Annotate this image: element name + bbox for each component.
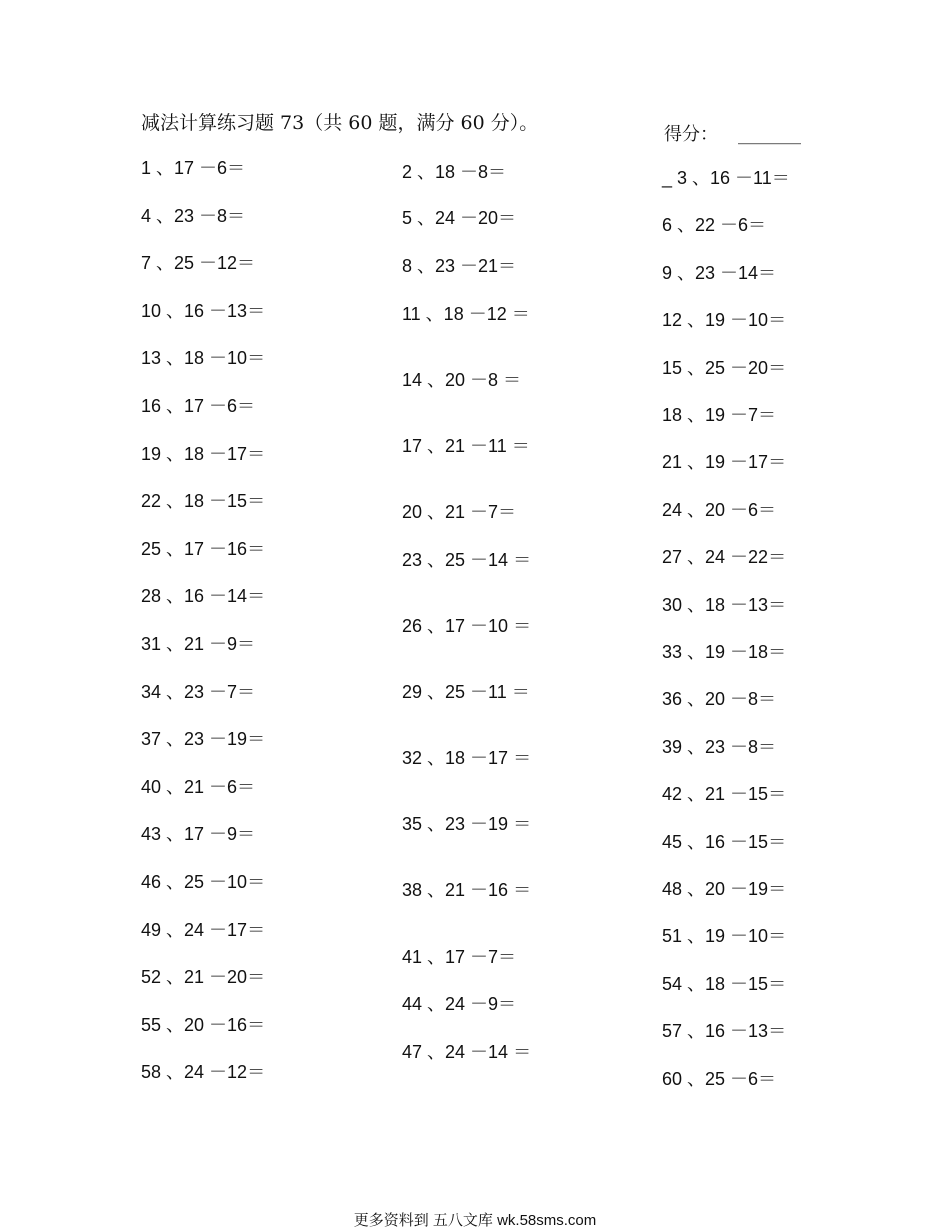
problem-item: 49 、24 －17＝	[141, 920, 266, 940]
score-label: 得分：	[664, 124, 718, 145]
problem-item: 55 、20 －16＝	[141, 1015, 266, 1035]
problem-item: 39 、23 －8＝	[662, 737, 777, 757]
problem-item: 60 、25 －6＝	[662, 1069, 777, 1089]
problem-item: 12 、19 －10＝	[662, 310, 787, 330]
score-field	[664, 120, 801, 146]
problem-item: 23 、25 －14 ＝	[402, 550, 532, 570]
problem-item: 48 、20 －19＝	[662, 879, 787, 899]
score-blank: _______	[738, 124, 801, 145]
problem-item: 54 、18 －15＝	[662, 974, 787, 994]
problem-item: 18 、19 －7＝	[662, 405, 777, 425]
page-title: 减法计算练习题 73（共 60 题，满分 60 分）。	[141, 112, 539, 134]
problem-item: 30 、18 －13＝	[662, 595, 787, 615]
problem-item: 52 、21 －20＝	[141, 967, 266, 987]
problem-item: 29 、25 －11 ＝	[402, 682, 530, 702]
problem-item: 14 、20 －8 ＝	[402, 370, 522, 390]
problem-item: 45 、16 －15＝	[662, 832, 787, 852]
problem-item: 57 、16 －13＝	[662, 1021, 787, 1041]
problem-item: 40 、21 －6＝	[141, 777, 256, 797]
problem-item: 24 、20 －6＝	[662, 500, 777, 520]
problem-item: 19 、18 －17＝	[141, 444, 266, 464]
problem-item: 9 、23 －14＝	[662, 263, 777, 283]
problem-item: 35 、23 －19 ＝	[402, 814, 532, 834]
problem-item: 5 、24 －20＝	[402, 208, 517, 228]
problem-item: 2 、18 －8＝	[402, 162, 507, 182]
problem-item: 27 、24 －22＝	[662, 547, 787, 567]
problem-item: 1 、17 －6＝	[141, 158, 246, 178]
problem-item: 7 、25 －12＝	[141, 253, 256, 273]
problem-item: 15 、25 －20＝	[662, 358, 787, 378]
problem-item: 13 、18 －10＝	[141, 348, 266, 368]
problem-item: _ 3 、16 －11＝	[662, 168, 790, 188]
problem-item: 6 、22 －6＝	[662, 215, 767, 235]
problem-item: 41 、17 －7＝	[402, 947, 517, 967]
problem-item: 38 、21 －16 ＝	[402, 880, 532, 900]
problem-item: 32 、18 －17 ＝	[402, 748, 532, 768]
problem-item: 26 、17 －10 ＝	[402, 616, 532, 636]
problem-item: 37 、23 －19＝	[141, 729, 266, 749]
problem-item: 36 、20 －8＝	[662, 689, 777, 709]
problem-item: 25 、17 －16＝	[141, 539, 266, 559]
problem-item: 43 、17 －9＝	[141, 824, 256, 844]
problem-item: 47 、24 －14 ＝	[402, 1042, 532, 1062]
problem-item: 8 、23 －21＝	[402, 256, 517, 276]
footer-watermark: 更多资料到 五八文库 wk.58sms.com	[353, 1212, 597, 1229]
problem-item: 33 、19 －18＝	[662, 642, 787, 662]
problem-item: 16 、17 －6＝	[141, 396, 256, 416]
problem-item: 34 、23 －7＝	[141, 682, 256, 702]
problem-item: 46 、25 －10＝	[141, 872, 266, 892]
problem-item: 22 、18 －15＝	[141, 491, 266, 511]
problem-item: 20 、21 －7＝	[402, 502, 517, 522]
problem-item: 31 、21 －9＝	[141, 634, 256, 654]
problem-item: 21 、19 －17＝	[662, 452, 787, 472]
problem-item: 51 、19 －10＝	[662, 926, 787, 946]
problem-item: 11 、18 －12 ＝	[402, 304, 530, 324]
problem-item: 10 、16 －13＝	[141, 301, 266, 321]
problem-item: 28 、16 －14＝	[141, 586, 266, 606]
problem-item: 58 、24 －12＝	[141, 1062, 266, 1082]
problem-item: 44 、24 －9＝	[402, 994, 517, 1014]
problem-item: 4 、23 －8＝	[141, 206, 246, 226]
problem-item: 17 、21 －11 ＝	[402, 436, 530, 456]
problem-item: 42 、21 －15＝	[662, 784, 787, 804]
